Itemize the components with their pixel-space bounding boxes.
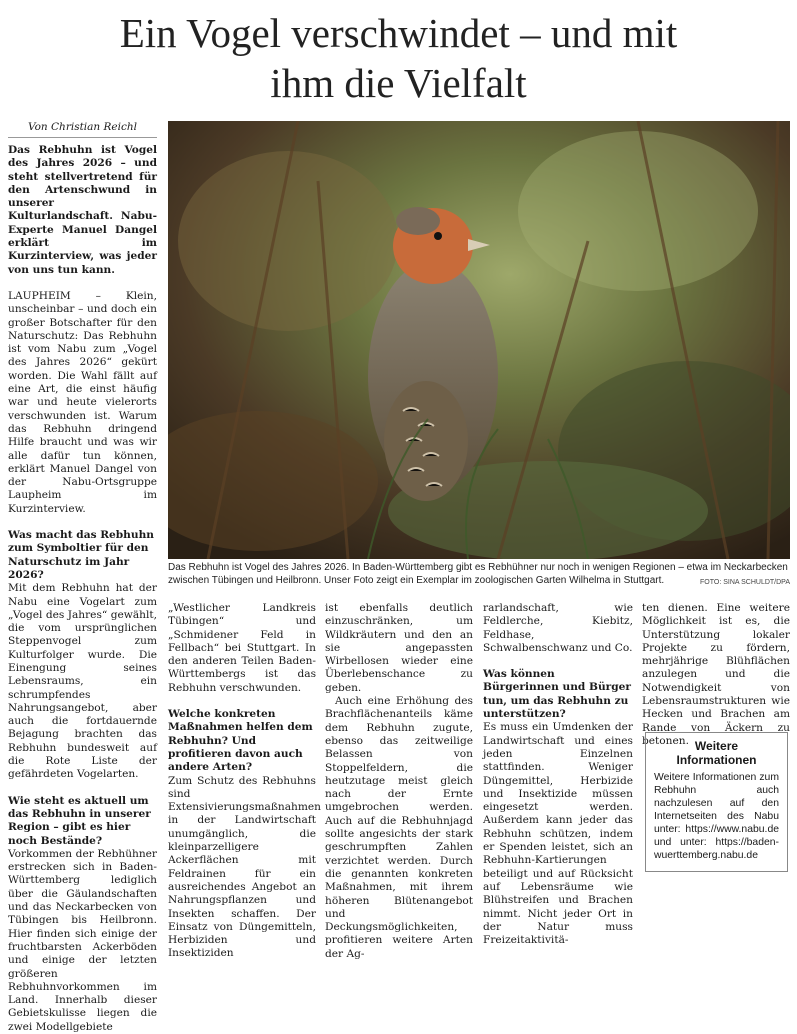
column-3-text: ist ebenfalls deutlich einzuschränken, um Wildkräutern und den an sie angepassten Wirbellosen wieder eine Überlebenschance zu geben. [325, 602, 473, 694]
column-5 [642, 602, 790, 748]
headline-line-2: ihm die Vielfalt [270, 60, 527, 106]
column-5-text: ten dienen. Eine weitere Möglichkeit ist es, die Unterstützung lokaler Projekte zu fördern, mehrjährige Blühflächen anzulegen und die Notwendigkeit von Lebensraumstrukturen wie Hecken und Brachen am Rande von Äckern zu betonen. [642, 602, 790, 747]
column-3 [325, 602, 473, 961]
intro-paragraph: LAUPHEIM – Klein, unscheinbar – und doch ein großer Botschafter für den Naturschutz: Das Rebhuhn ist vom Nabu zum „Vogel des Jahres 2026“ gekürt worden. Die Wahl fällt auf eine Art, die einst häufig war und heute vielerorts verschwunden ist. Warum das Rebhuhn dringend Hilfe braucht und was wir alle dafür tun können, erklärt Manuel Dangel von der Nabu-Ortsgruppe Laupheim im Kurzinterview. [8, 289, 157, 515]
question-1: Was macht das Rebhuhn zum Symboltier für den Naturschutz im Jahr 2026? [8, 529, 154, 581]
lead-paragraph: Das Rebhuhn ist Vogel des Jahres 2026 – und steht stellvertretend für den Artenschwund in unserer Kulturlandschaft. Nabu-Experte Manuel Dangel erklärt im Kurzinterview, was jeder von uns tun kann. [8, 144, 157, 276]
answer-3: Zum Schutz des Rebhuhns sind Extensivierungsmaßnahmen in der Landwirtschaft unumgänglich, die kleinparzelligere Ackerflächen mit Feldrainen für ein ausreichendes Angebot an Nahrungspflanzen und Insekten schaffen. Der Einsatz von Düngemitteln, Herbiziden und Insektiziden [168, 774, 321, 960]
info-box-title-line-2: Informationen [676, 753, 757, 767]
headline-line-1: Ein Vogel verschwindet – und mit [119, 10, 678, 56]
column-4 [483, 602, 633, 947]
info-box [645, 732, 788, 872]
answer-4: Es muss ein Umdenken der Landwirtschaft und eines jeden Einzelnen stattfinden. Weniger Düngemittel, Herbizide und Insektizide müssen eingesetzt werden. Außerdem kann jeder das Rebhuhn schützen, indem er Spenden leistet, sich an Rebhuhn-Kartierungen beteiligt und auf Rücksicht auf Lebensräume wie Blühstreifen und Brachen nimmt. Nicht jeder Ort in der Natur muss Freizeitaktivitä- [483, 721, 633, 947]
partridge-illustration [168, 121, 790, 559]
headline [0, 8, 797, 108]
caption-text: Das Rebhuhn ist Vogel des Jahres 2026. In Baden-Württemberg gibt es Rebhühner nur noch in wenigen Regionen – etwa im Neckarbecken zwischen Tübingen und Heilbronn. Unser Foto zeigt ein Exemplar im zoologischen Garten Wilhelma in Stuttgart. [168, 562, 788, 586]
info-box-title-line-1: Weitere [694, 739, 739, 753]
byline: Von Christian Reichl [8, 121, 157, 138]
answer-1: Mit dem Rebhuhn hat der Nabu eine Vogelart zum „Vogel des Jahres“ gewählt, die vom ursprünglichen Steppenvogel zum Kulturfolger wurde. Die Einengung seines Lebensraums, ein schrumpfendes Nahrungsangebot, aber auch die fortdauernde Bejagung brachten das Rebhuhn bundesweit auf die Rote Liste der gefährdeten Vogelarten. [8, 582, 157, 781]
column-4-text: rarlandschaft, wie Feldlerche, Kiebitz, Feldhase, Schwalbenschwanz und Co. [483, 602, 633, 654]
question-2: Wie steht es aktuell um das Rebhuhn in unserer Region – gibt es hier noch Bestände? [8, 794, 151, 847]
column-3-text-2: Auch eine Erhöhung des Brachflächenanteils käme dem Rebhuhn zugute, ebenso das zeitweilige Belassen von Stoppelfeldern, die heutzutage meist gleich nach der Ernte umgebrochen werden. Auch auf die Rebhuhnjagd sollte angesichts der stark geschrumpften Zahlen verzichtet werden. Durch die genannten konkreten Maßnahmen, mit ihrem höheren Blütenangebot und Deckungsmöglichkeiten, profitieren weitere Arten der Ag- [325, 695, 473, 960]
question-4: Was können Bürgerinnen und Bürger tun, um das Rebhuhn zu unterstützen? [483, 668, 631, 721]
info-box-text: Weitere Informationen zum Rebhuhn auch nachzulesen auf den Internetseiten des Nabu unter: https://www.nabu.de und unter: https://baden-wuerttemberg.nabu.de [654, 772, 779, 861]
column-1 [8, 121, 157, 1034]
partridge-photo [168, 121, 790, 559]
column-2-text: „Westlicher Landkreis Tübingen“ und „Schmidener Feld in Fellbach“ bei Stuttgart. In den anderen Teilen Baden-Württembergs ist das Rebhuhn verschwunden. [168, 602, 316, 694]
column-2 [168, 602, 321, 961]
answer-2: Vorkommen der Rebhühner erstrecken sich in Baden-Württemberg lediglich über die Gäulandschaften und das Neckarbecken von Tübingen bis Heilbronn. Hier finden sich einige der fruchtbarsten Ackerböden und einige der letzten größeren Rebhuhnvorkommen im Land. Innerhalb dieser Gebietskulisse liegen die zwei Modellgebiete [8, 847, 157, 1033]
question-3: Welche konkreten Maßnahmen helfen dem Rebhuhn? Und profitieren davon auch andere Arten? [168, 708, 313, 774]
photo-credit: FOTO: SINA SCHULDT/DPA [700, 579, 790, 586]
photo-caption [168, 561, 790, 589]
info-box-title [654, 739, 779, 767]
